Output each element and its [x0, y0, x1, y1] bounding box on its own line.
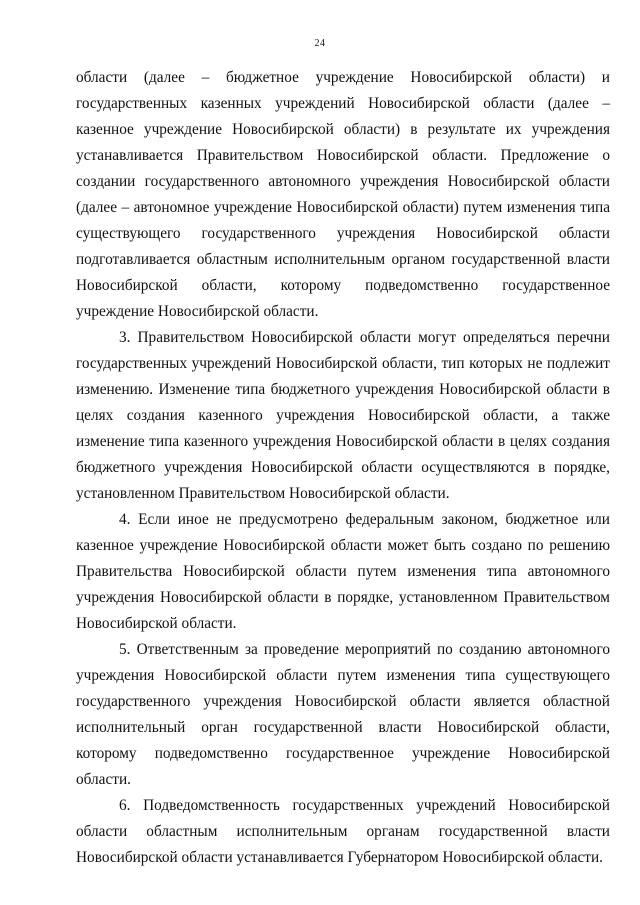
paragraph-6: 6. Подведомственность государственных учреждений Новосибирской области областным исполнительным органам государственной власти Новосибирской области устанавливается Губернатором Новосибирской области. [76, 797, 610, 866]
paragraph-5: 5. Ответственным за проведение мероприятий по созданию автономного учреждения Новосибирской области путем изменения типа существующего государственного учреждения Новосибирской области является областной исполнительный орган государственной власти Новосибирской области, которому подведомственно государственное учреждение Новосибирской области. [76, 641, 610, 788]
paragraph-3: 3. Правительством Новосибирской области могут определяться перечни государственных учреждений Новосибирской области, тип которых не подлежит изменению. Изменение типа бюджетного учреждения Новосибирской области в целях создания казенного учреждения Новосибирской области, а также изменение типа казенного учреждения Новосибирской области в целях создания бюджетного учреждения Новосибирской области осуществляются в порядке, установленном Правительством Новосибирской области. [76, 329, 610, 502]
paragraph-4: 4. Если иное не предусмотрено федеральным законом, бюджетное или казенное учреждение Новосибирской области может быть создано по решению Правительства Новосибирской области путем изменения типа автономного учреждения Новосибирской области в порядке, установленном Правительством Новосибирской области. [76, 511, 610, 632]
paragraph-continuation: области (далее – бюджетное учреждение Новосибирской области) и государственных казенных учреждений Новосибирской области (далее – казенное учреждение Новосибирской области) в результате их учреждения устанавливается Правительством Новосибирской области. Предложение о создании государственного автономного учреждения Новосибирской области (далее – автономное учреждение Новосибирской области) путем изменения типа существующего государственного учреждения Новосибирской области подготавливается областным исполнительным органом государственной власти Новосибирской области, которому подведомственно государственное учреждение Новосибирской области. [76, 69, 610, 320]
body-text [76, 65, 610, 871]
page-number: 24 [314, 38, 326, 49]
